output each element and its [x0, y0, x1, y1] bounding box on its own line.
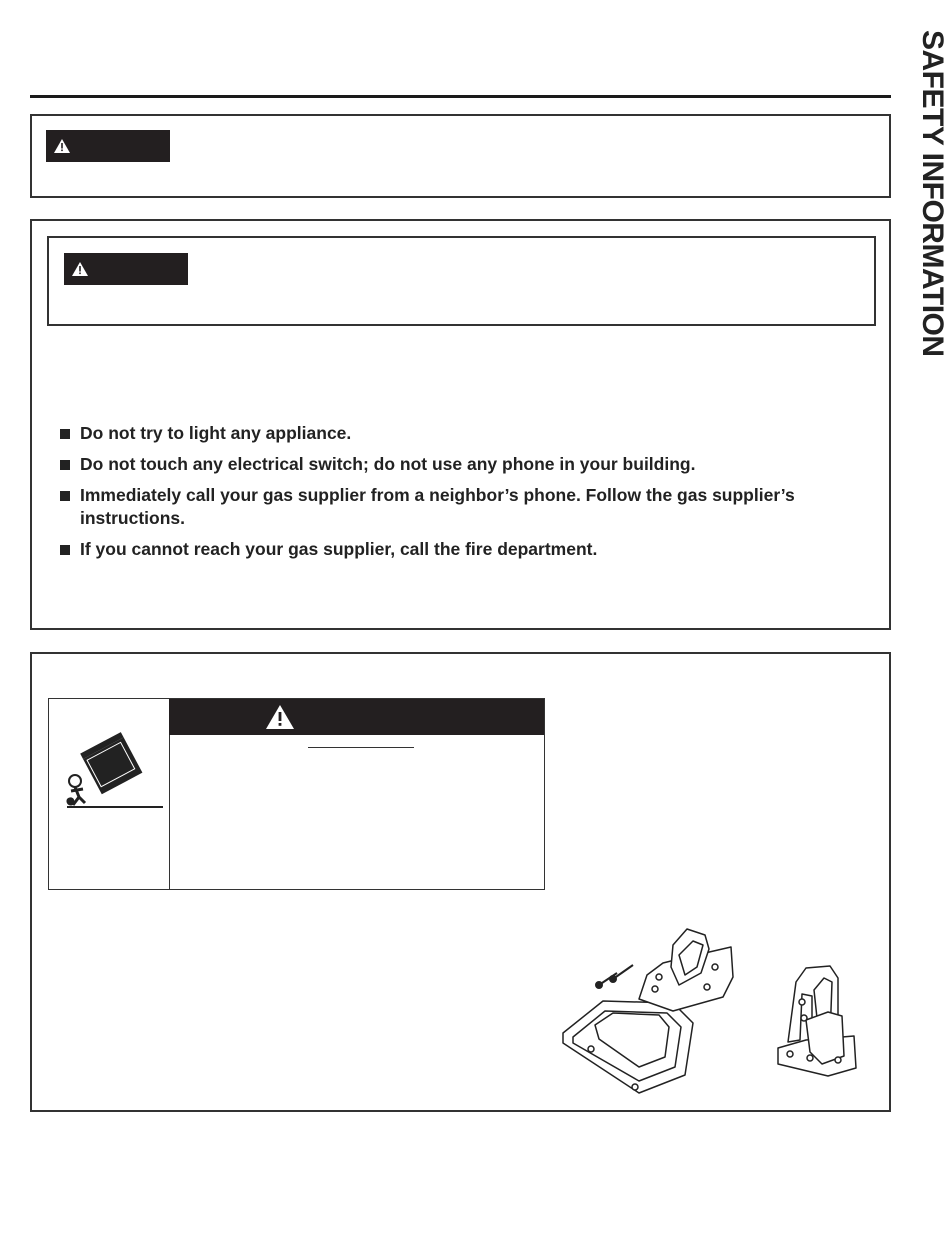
bullet-square-icon	[60, 460, 70, 470]
anti-tip-bracket-with-screws	[555, 915, 745, 1105]
list-item: Do not try to light any appliance.	[60, 422, 840, 445]
tip-over-warning-panel	[48, 698, 545, 890]
bullet-square-icon	[60, 545, 70, 555]
list-item: If you cannot reach your gas supplier, call the fire department.	[60, 538, 840, 561]
warning-label	[64, 253, 188, 285]
list-item: Do not touch any electrical switch; do not use any phone in your building.	[60, 453, 840, 476]
anti-tip-bracket-alternate	[772, 960, 872, 1090]
tip-over-hazard-icon	[49, 699, 169, 889]
gas-leak-instructions	[60, 422, 840, 569]
warning-triangle-icon	[265, 704, 295, 730]
gas-warning-inner-box	[47, 236, 876, 326]
warning-header-bar	[169, 699, 544, 735]
warning-triangle-icon	[54, 139, 70, 153]
top-rule	[30, 95, 891, 98]
bullet-square-icon	[60, 429, 70, 439]
list-item: Immediately call your gas supplier from a neighbor’s phone. Follow the gas supplier’s instructions.	[60, 484, 840, 530]
bullet-square-icon	[60, 491, 70, 501]
warning-triangle-icon	[72, 262, 88, 276]
heading-underline	[308, 747, 414, 748]
warning-label	[46, 130, 170, 162]
tip-over-illustration-cell	[49, 699, 170, 889]
side-section-title: SAFETY INFORMATION	[916, 30, 949, 357]
warning-box-1	[30, 114, 891, 198]
